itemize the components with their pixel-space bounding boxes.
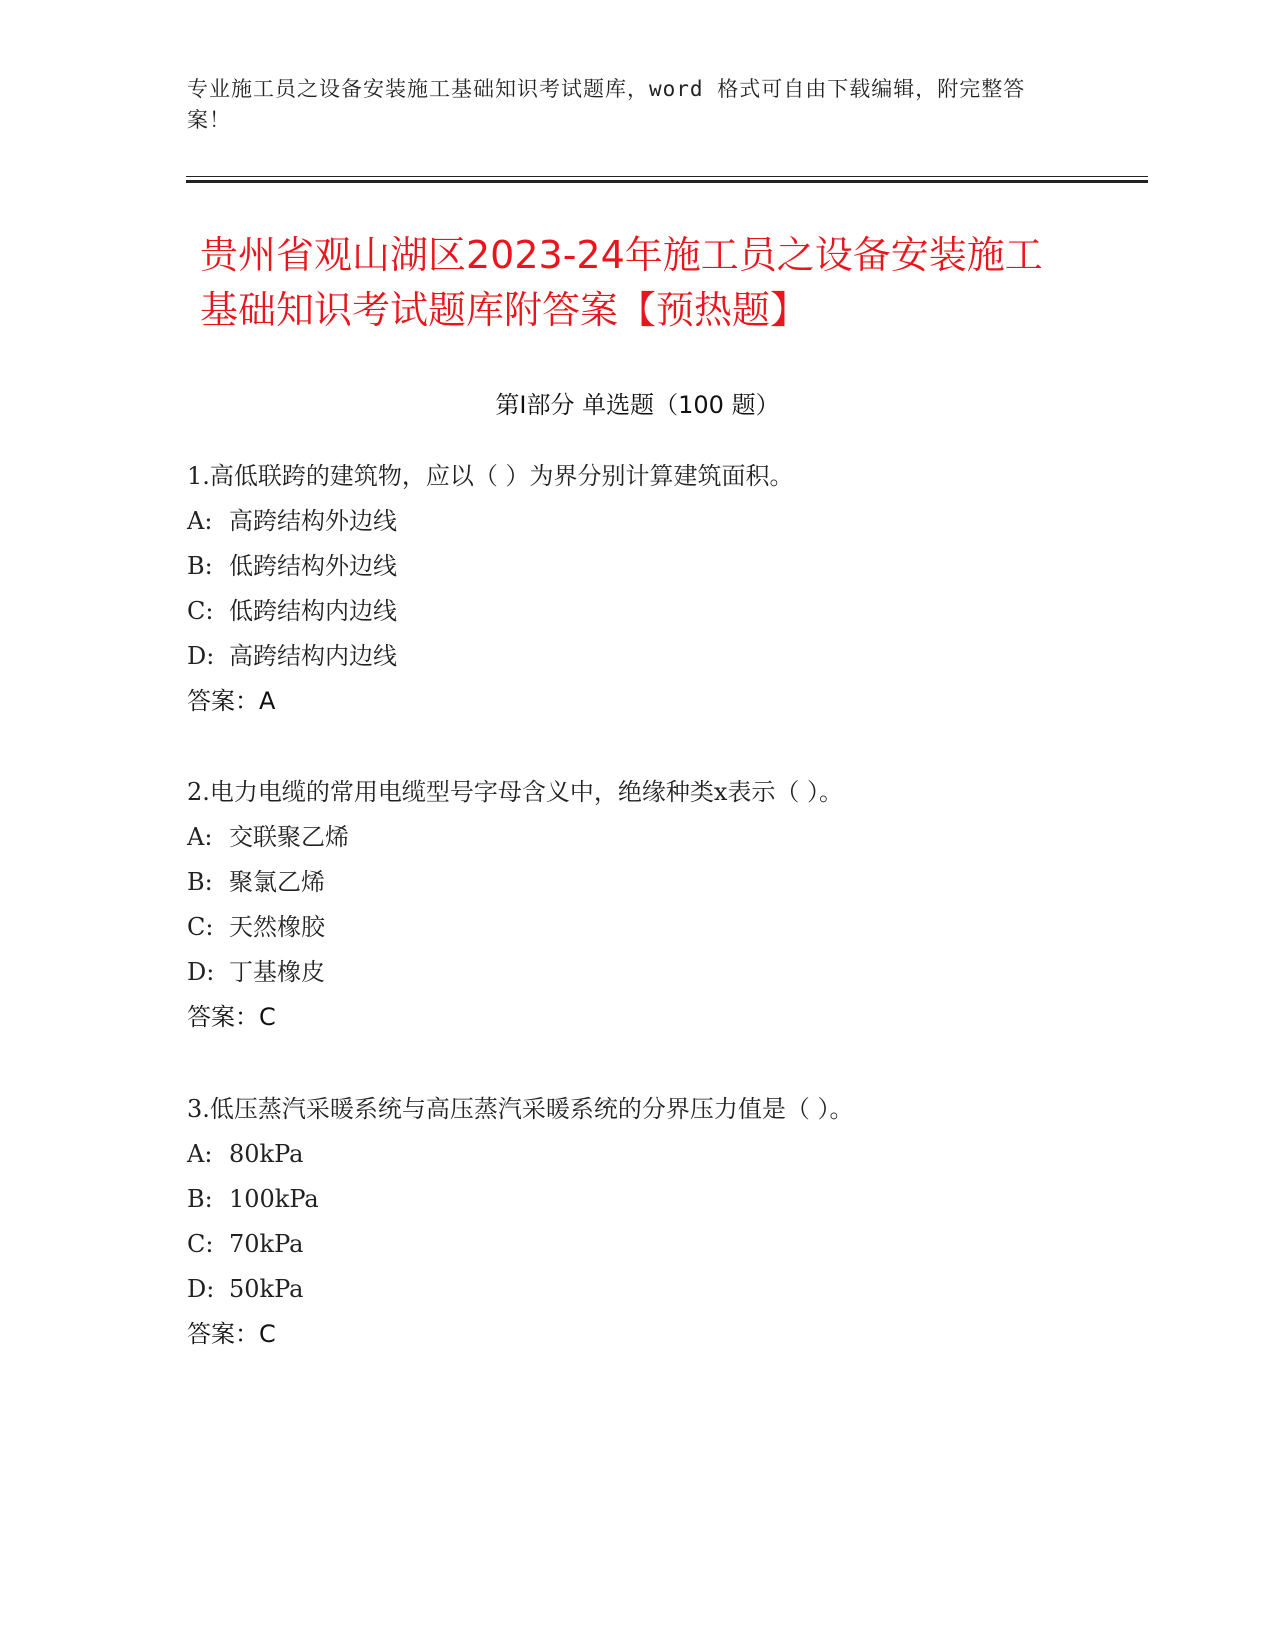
option-a xyxy=(187,815,1187,860)
option-d xyxy=(187,1267,1187,1312)
document-title: 贵州省观山湖区2023-24年施工员之设备安装施工基础知识考试题库附答案【预热题】 xyxy=(200,233,1043,332)
option-text: 低跨结构内边线 xyxy=(229,597,397,625)
option-text: 低跨结构外边线 xyxy=(229,552,397,580)
question-stem: 3.低压蒸汽采暖系统与高压蒸汽采暖系统的分界压力值是（ ）。 xyxy=(187,1095,854,1123)
header-divider-thin xyxy=(186,176,1148,177)
option-letter: B: xyxy=(187,1185,213,1213)
answer-line: 答案：C xyxy=(187,1320,276,1348)
option-b xyxy=(187,1177,1187,1222)
header-divider-thick xyxy=(186,180,1148,183)
option-letter: B: xyxy=(187,552,213,580)
option-b xyxy=(187,860,1187,905)
question-stem: 2.电力电缆的常用电缆型号字母含义中，绝缘种类x表示（ ）。 xyxy=(187,778,844,806)
option-letter: C: xyxy=(187,597,214,625)
section-heading: 第Ⅰ部分 单选题（100 题） xyxy=(495,391,780,419)
question-stem: 1.高低联跨的建筑物，应以（ ）为界分别计算建筑面积。 xyxy=(187,462,794,490)
option-text: 天然橡胶 xyxy=(229,913,325,941)
option-letter: D: xyxy=(187,958,215,986)
option-letter: C: xyxy=(187,913,214,941)
option-letter: D: xyxy=(187,642,215,670)
option-letter: D: xyxy=(187,1275,215,1303)
option-text: 80kPa xyxy=(229,1140,304,1168)
option-c xyxy=(187,589,1187,634)
question-3 xyxy=(187,1087,1187,1357)
option-text: 高跨结构外边线 xyxy=(229,507,397,535)
option-b xyxy=(187,544,1187,589)
option-text: 50kPa xyxy=(229,1275,304,1303)
option-c xyxy=(187,1222,1187,1267)
option-text: 聚氯乙烯 xyxy=(229,868,325,896)
option-letter: A: xyxy=(187,823,213,851)
question-1 xyxy=(187,454,1187,724)
answer-line: 答案：A xyxy=(187,687,276,715)
option-a xyxy=(187,499,1187,544)
option-d xyxy=(187,634,1187,679)
answer-line: 答案：C xyxy=(187,1003,276,1031)
question-2 xyxy=(187,770,1187,1040)
option-c xyxy=(187,905,1187,950)
option-letter: A: xyxy=(187,507,213,535)
option-d xyxy=(187,950,1187,995)
option-letter: A: xyxy=(187,1140,213,1168)
option-letter: B: xyxy=(187,868,213,896)
option-text: 100kPa xyxy=(229,1185,319,1213)
header-note: 专业施工员之设备安装施工基础知识考试题库，word 格式可自由下载编辑，附完整答案！ xyxy=(187,77,1026,132)
option-a xyxy=(187,1132,1187,1177)
option-text: 高跨结构内边线 xyxy=(229,642,397,670)
option-letter: C: xyxy=(187,1230,214,1258)
option-text: 丁基橡皮 xyxy=(229,958,325,986)
option-text: 70kPa xyxy=(229,1230,304,1258)
option-text: 交联聚乙烯 xyxy=(229,823,349,851)
